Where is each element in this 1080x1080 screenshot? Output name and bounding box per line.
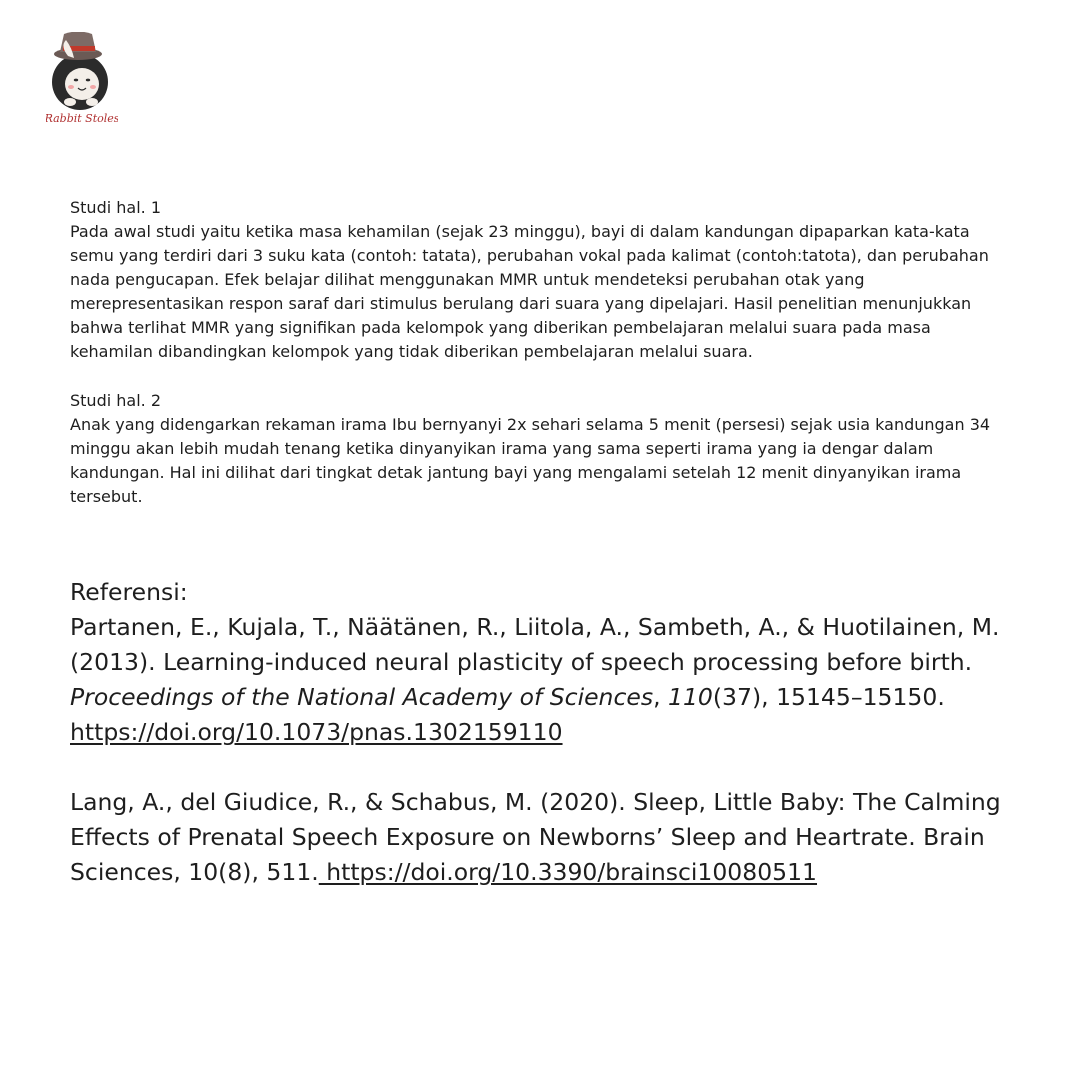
rabbit-magician-logo-icon [46,32,118,128]
study-body: Anak yang didengarkan rekaman irama Ibu bernyanyi 2x sehari selama 5 menit (persesi) sejak usia kandungan 34 minggu akan lebih mudah tenang ketika dinyanyikan irama yang sama seperti irama yang ia dengar dalam kandungan. Hal ini dilihat dari tingkat detak jantung bayi yang mengalami setelah 12 menit dinyanyikan irama tersebut. [70,415,991,506]
references-heading: Referensi: [70,578,188,606]
reference-citation: Lang, A., del Giudice, R., & Schabus, M. (2020). Sleep, Little Baby: The Calming Effects of Prenatal Speech Exposure on Newborns’ Sleep and Heartrate. Brain Sciences, 10(8), 511. [70,788,1001,886]
reference-item [70,610,1030,750]
study-section-1 [70,196,1015,364]
study-title: Studi hal. 2 [70,391,161,410]
study-section-2 [70,389,1015,509]
brand-logo [46,32,118,128]
reference-doi-link[interactable]: https://doi.org/10.3390/brainsci10080511 [318,858,818,886]
svg-text:Rabbit Stoles: Rabbit Stoles [46,112,118,125]
reference-doi-link[interactable]: https://doi.org/10.1073/pnas.1302159110 [70,718,563,746]
reference-issue-pages: (37), 15145–15150. [712,683,945,711]
reference-volume: 110 [668,683,713,711]
study-title: Studi hal. 1 [70,198,161,217]
reference-citation: Partanen, E., Kujala, T., Näätänen, R., Liitola, A., Sambeth, A., & Huotilainen, M. (2013). Learning-induced neural plasticity of speech processing before birth. [70,613,1000,676]
reference-item [70,785,1030,890]
study-body: Pada awal studi yaitu ketika masa kehamilan (sejak 23 minggu), bayi di dalam kandungan dipaparkan kata-kata semu yang terdiri dari 3 suku kata (contoh: tatata), perubahan vokal pada kalimat (contoh:tatota), dan perubahan nada pengucapan. Efek belajar dilihat menggunakan MMR untuk mendeteksi perubahan otak yang merepresentasikan respon saraf dari stimulus berulang dari suara yang dipelajari. Hasil penelitian menunjukkan bahwa terlihat MMR yang signifikan pada kelompok yang diberikan pembelajaran melalui suara pada masa kehamilan dibandingkan kelompok yang tidak diberikan pembelajaran melalui suara. [70,222,989,361]
reference-journal: Proceedings of the National Academy of Sciences [70,683,654,711]
reference-separator: , [653,683,669,711]
references-section [70,575,1030,925]
